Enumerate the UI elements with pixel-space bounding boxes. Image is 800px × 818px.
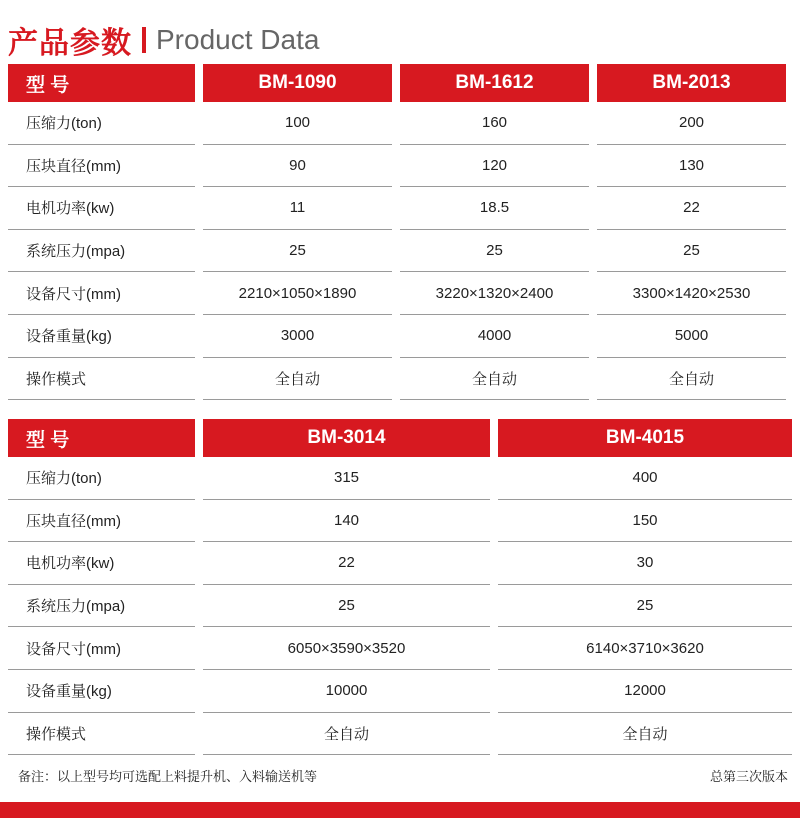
table-cell: 6140×3710×3620 [498,627,792,670]
table-cell: 5000 [597,315,786,358]
table-row [8,542,792,585]
table-cell: 200 [597,102,786,145]
table-header-row [8,419,792,457]
row-label: 设备重量(kg) [8,315,195,358]
table-row [8,627,792,670]
product-table-1 [8,64,792,400]
table-cell: 140 [203,500,490,543]
table-cell: 4000 [400,315,589,358]
table-row [8,187,792,230]
row-label: 电机功率(kw) [8,187,195,230]
table-cell: 全自动 [498,713,792,756]
row-label: 系统压力(mpa) [8,585,195,628]
table-cell: 90 [203,145,392,188]
header-cell-model: BM-1612 [400,64,589,102]
table-row [8,670,792,713]
table-cell: 25 [203,585,490,628]
table-cell: 315 [203,457,490,500]
table-row [8,102,792,145]
footer-version: 总第三次版本 [709,769,788,784]
row-label: 压块直径(mm) [8,500,195,543]
product-table-2 [8,419,792,755]
page-title-cn: 产品参数 [8,27,132,60]
footer-note: 备注：以上型号均可选配上料提升机、入料输送机等 [18,769,318,784]
table-row [8,315,792,358]
table-cell: 3000 [203,315,392,358]
header-cell-model: BM-2013 [597,64,786,102]
table-cell: 11 [203,187,392,230]
row-label: 操作模式 [8,713,195,756]
table-row [8,500,792,543]
row-label: 操作模式 [8,358,195,401]
header-cell-model-label: 型 号 [8,419,195,457]
page-title-en: Product Data [156,24,320,55]
table-cell: 100 [203,102,392,145]
row-label: 压缩力(ton) [8,457,195,500]
table-cell: 400 [498,457,792,500]
header-cell-model: BM-3014 [203,419,490,457]
table-row [8,145,792,188]
table-cell: 18.5 [400,187,589,230]
table-cell: 25 [400,230,589,273]
table-cell: 全自动 [203,713,490,756]
table-cell: 150 [498,500,792,543]
table-row [8,585,792,628]
row-label: 设备重量(kg) [8,670,195,713]
table-row [8,358,792,401]
title-separator [142,27,146,53]
table-cell: 22 [203,542,490,585]
table-cell: 全自动 [597,358,786,401]
table-cell: 6050×3590×3520 [203,627,490,670]
table-cell: 22 [597,187,786,230]
table-cell: 130 [597,145,786,188]
header-cell-model-label: 型 号 [8,64,195,102]
table-cell: 全自动 [203,358,392,401]
header-cell-model: BM-4015 [498,419,792,457]
table-row [8,272,792,315]
bottom-accent-bar [0,802,800,818]
header-cell-model: BM-1090 [203,64,392,102]
table-cell: 160 [400,102,589,145]
table-cell: 全自动 [400,358,589,401]
row-label: 压块直径(mm) [8,145,195,188]
table-cell: 25 [203,230,392,273]
table-cell: 25 [597,230,786,273]
table-cell: 12000 [498,670,792,713]
table-cell: 3300×1420×2530 [597,272,786,315]
table-cell: 120 [400,145,589,188]
row-label: 设备尺寸(mm) [8,272,195,315]
table-row [8,713,792,756]
table-row [8,457,792,500]
row-label: 系统压力(mpa) [8,230,195,273]
table-cell: 10000 [203,670,490,713]
table-row [8,230,792,273]
row-label: 电机功率(kw) [8,542,195,585]
page-header [8,20,319,60]
table-header-row [8,64,792,102]
row-label: 压缩力(ton) [8,102,195,145]
table-cell: 30 [498,542,792,585]
table-cell: 2210×1050×1890 [203,272,392,315]
table-cell: 25 [498,585,792,628]
row-label: 设备尺寸(mm) [8,627,195,670]
table-cell: 3220×1320×2400 [400,272,589,315]
